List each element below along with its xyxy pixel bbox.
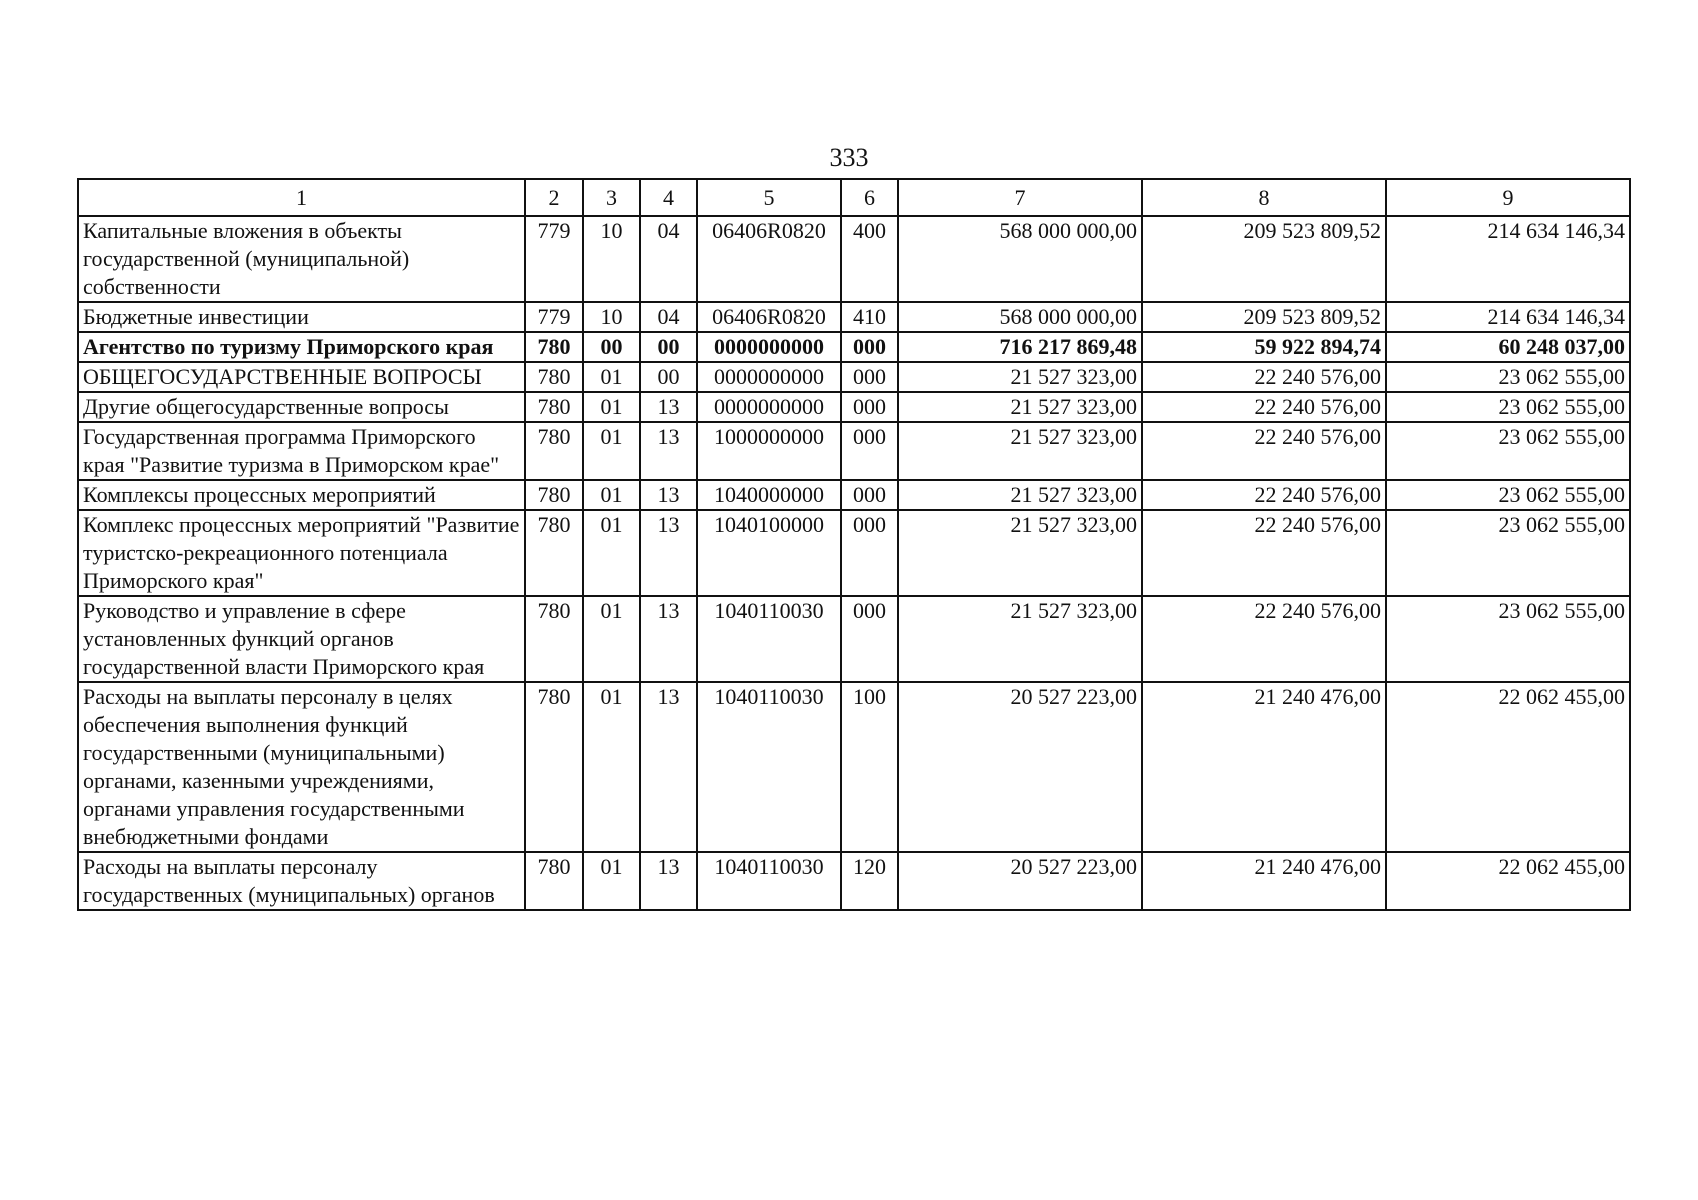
amount-cell: 21 240 476,00	[1142, 852, 1386, 910]
code-cell: 13	[640, 510, 697, 596]
code-cell: 00	[640, 332, 697, 362]
budget-table	[77, 178, 1631, 911]
code-cell: 10	[583, 216, 640, 302]
amount-cell: 22 240 576,00	[1142, 596, 1386, 682]
amount-cell: 21 527 323,00	[898, 596, 1142, 682]
column-header: 4	[640, 179, 697, 216]
code-cell: 1040000000	[697, 480, 841, 510]
code-cell: 00	[583, 332, 640, 362]
row-name-cell: Государственная программа Приморского края "Развитие туризма в Приморском крае"	[78, 422, 525, 480]
amount-cell: 23 062 555,00	[1386, 362, 1630, 392]
column-header: 6	[841, 179, 898, 216]
code-cell: 13	[640, 682, 697, 852]
amount-cell: 23 062 555,00	[1386, 596, 1630, 682]
amount-cell: 214 634 146,34	[1386, 302, 1630, 332]
code-cell: 0000000000	[697, 392, 841, 422]
column-header: 9	[1386, 179, 1630, 216]
code-cell: 779	[525, 216, 583, 302]
column-header: 1	[78, 179, 525, 216]
table-row	[78, 422, 1630, 480]
code-cell: 01	[583, 682, 640, 852]
row-name-cell: ОБЩЕГОСУДАРСТВЕННЫЕ ВОПРОСЫ	[78, 362, 525, 392]
code-cell: 100	[841, 682, 898, 852]
amount-cell: 22 240 576,00	[1142, 392, 1386, 422]
table-row	[78, 392, 1630, 422]
code-cell: 780	[525, 480, 583, 510]
table-row	[78, 332, 1630, 362]
amount-cell: 22 240 576,00	[1142, 362, 1386, 392]
code-cell: 1040110030	[697, 596, 841, 682]
code-cell: 01	[583, 392, 640, 422]
code-cell: 00	[640, 362, 697, 392]
code-cell: 1000000000	[697, 422, 841, 480]
code-cell: 04	[640, 302, 697, 332]
code-cell: 04	[640, 216, 697, 302]
amount-cell: 21 527 323,00	[898, 422, 1142, 480]
code-cell: 01	[583, 422, 640, 480]
code-cell: 13	[640, 852, 697, 910]
amount-cell: 23 062 555,00	[1386, 510, 1630, 596]
row-name-cell: Капитальные вложения в объекты государственной (муниципальной) собственности	[78, 216, 525, 302]
row-name-cell: Руководство и управление в сфере установленных функций органов государственной власти Приморского края	[78, 596, 525, 682]
amount-cell: 23 062 555,00	[1386, 422, 1630, 480]
table-row	[78, 302, 1630, 332]
header-row	[78, 179, 1630, 216]
amount-cell: 23 062 555,00	[1386, 392, 1630, 422]
code-cell: 000	[841, 510, 898, 596]
code-cell: 000	[841, 392, 898, 422]
code-cell: 000	[841, 362, 898, 392]
amount-cell: 716 217 869,48	[898, 332, 1142, 362]
code-cell: 780	[525, 596, 583, 682]
code-cell: 10	[583, 302, 640, 332]
row-name-cell: Другие общегосударственные вопросы	[78, 392, 525, 422]
amount-cell: 22 240 576,00	[1142, 480, 1386, 510]
code-cell: 780	[525, 332, 583, 362]
code-cell: 410	[841, 302, 898, 332]
amount-cell: 21 527 323,00	[898, 362, 1142, 392]
code-cell: 120	[841, 852, 898, 910]
amount-cell: 209 523 809,52	[1142, 302, 1386, 332]
code-cell: 01	[583, 510, 640, 596]
row-name-cell: Расходы на выплаты персоналу в целях обеспечения выполнения функций государственными (муниципальными) органами, казенными учреждениями, органами управления государственными внебюджетными фондами	[78, 682, 525, 852]
row-name-cell: Агентство по туризму Приморского края	[78, 332, 525, 362]
column-header: 3	[583, 179, 640, 216]
amount-cell: 21 527 323,00	[898, 510, 1142, 596]
code-cell: 780	[525, 682, 583, 852]
code-cell: 0000000000	[697, 362, 841, 392]
amount-cell: 22 062 455,00	[1386, 682, 1630, 852]
amount-cell: 21 240 476,00	[1142, 682, 1386, 852]
code-cell: 780	[525, 510, 583, 596]
amount-cell: 214 634 146,34	[1386, 216, 1630, 302]
amount-cell: 60 248 037,00	[1386, 332, 1630, 362]
table-row	[78, 216, 1630, 302]
table-row	[78, 682, 1630, 852]
code-cell: 780	[525, 392, 583, 422]
code-cell: 06406R0820	[697, 216, 841, 302]
table-row	[78, 852, 1630, 910]
code-cell: 01	[583, 852, 640, 910]
code-cell: 01	[583, 362, 640, 392]
amount-cell: 20 527 223,00	[898, 682, 1142, 852]
amount-cell: 23 062 555,00	[1386, 480, 1630, 510]
code-cell: 780	[525, 852, 583, 910]
code-cell: 1040110030	[697, 852, 841, 910]
table-row	[78, 480, 1630, 510]
row-name-cell: Расходы на выплаты персоналу государственных (муниципальных) органов	[78, 852, 525, 910]
code-cell: 779	[525, 302, 583, 332]
code-cell: 000	[841, 422, 898, 480]
table-row	[78, 362, 1630, 392]
amount-cell: 21 527 323,00	[898, 480, 1142, 510]
code-cell: 000	[841, 480, 898, 510]
code-cell: 780	[525, 422, 583, 480]
table-body	[78, 216, 1630, 910]
code-cell: 1040110030	[697, 682, 841, 852]
table-row	[78, 596, 1630, 682]
amount-cell: 21 527 323,00	[898, 392, 1142, 422]
code-cell: 000	[841, 596, 898, 682]
row-name-cell: Комплекс процессных мероприятий "Развитие туристско-рекреационного потенциала Приморского края"	[78, 510, 525, 596]
amount-cell: 209 523 809,52	[1142, 216, 1386, 302]
page-number: 333	[829, 143, 869, 172]
row-name-cell: Комплексы процессных мероприятий	[78, 480, 525, 510]
amount-cell: 568 000 000,00	[898, 302, 1142, 332]
row-name-cell: Бюджетные инвестиции	[78, 302, 525, 332]
code-cell: 13	[640, 480, 697, 510]
code-cell: 400	[841, 216, 898, 302]
column-header: 8	[1142, 179, 1386, 216]
code-cell: 13	[640, 422, 697, 480]
code-cell: 1040100000	[697, 510, 841, 596]
code-cell: 0000000000	[697, 332, 841, 362]
amount-cell: 22 240 576,00	[1142, 422, 1386, 480]
amount-cell: 568 000 000,00	[898, 216, 1142, 302]
column-header: 5	[697, 179, 841, 216]
amount-cell: 59 922 894,74	[1142, 332, 1386, 362]
table-row	[78, 510, 1630, 596]
code-cell: 13	[640, 596, 697, 682]
code-cell: 000	[841, 332, 898, 362]
code-cell: 01	[583, 480, 640, 510]
amount-cell: 22 240 576,00	[1142, 510, 1386, 596]
amount-cell: 22 062 455,00	[1386, 852, 1630, 910]
code-cell: 01	[583, 596, 640, 682]
column-header: 7	[898, 179, 1142, 216]
code-cell: 13	[640, 392, 697, 422]
column-header: 2	[525, 179, 583, 216]
amount-cell: 20 527 223,00	[898, 852, 1142, 910]
code-cell: 06406R0820	[697, 302, 841, 332]
code-cell: 780	[525, 362, 583, 392]
